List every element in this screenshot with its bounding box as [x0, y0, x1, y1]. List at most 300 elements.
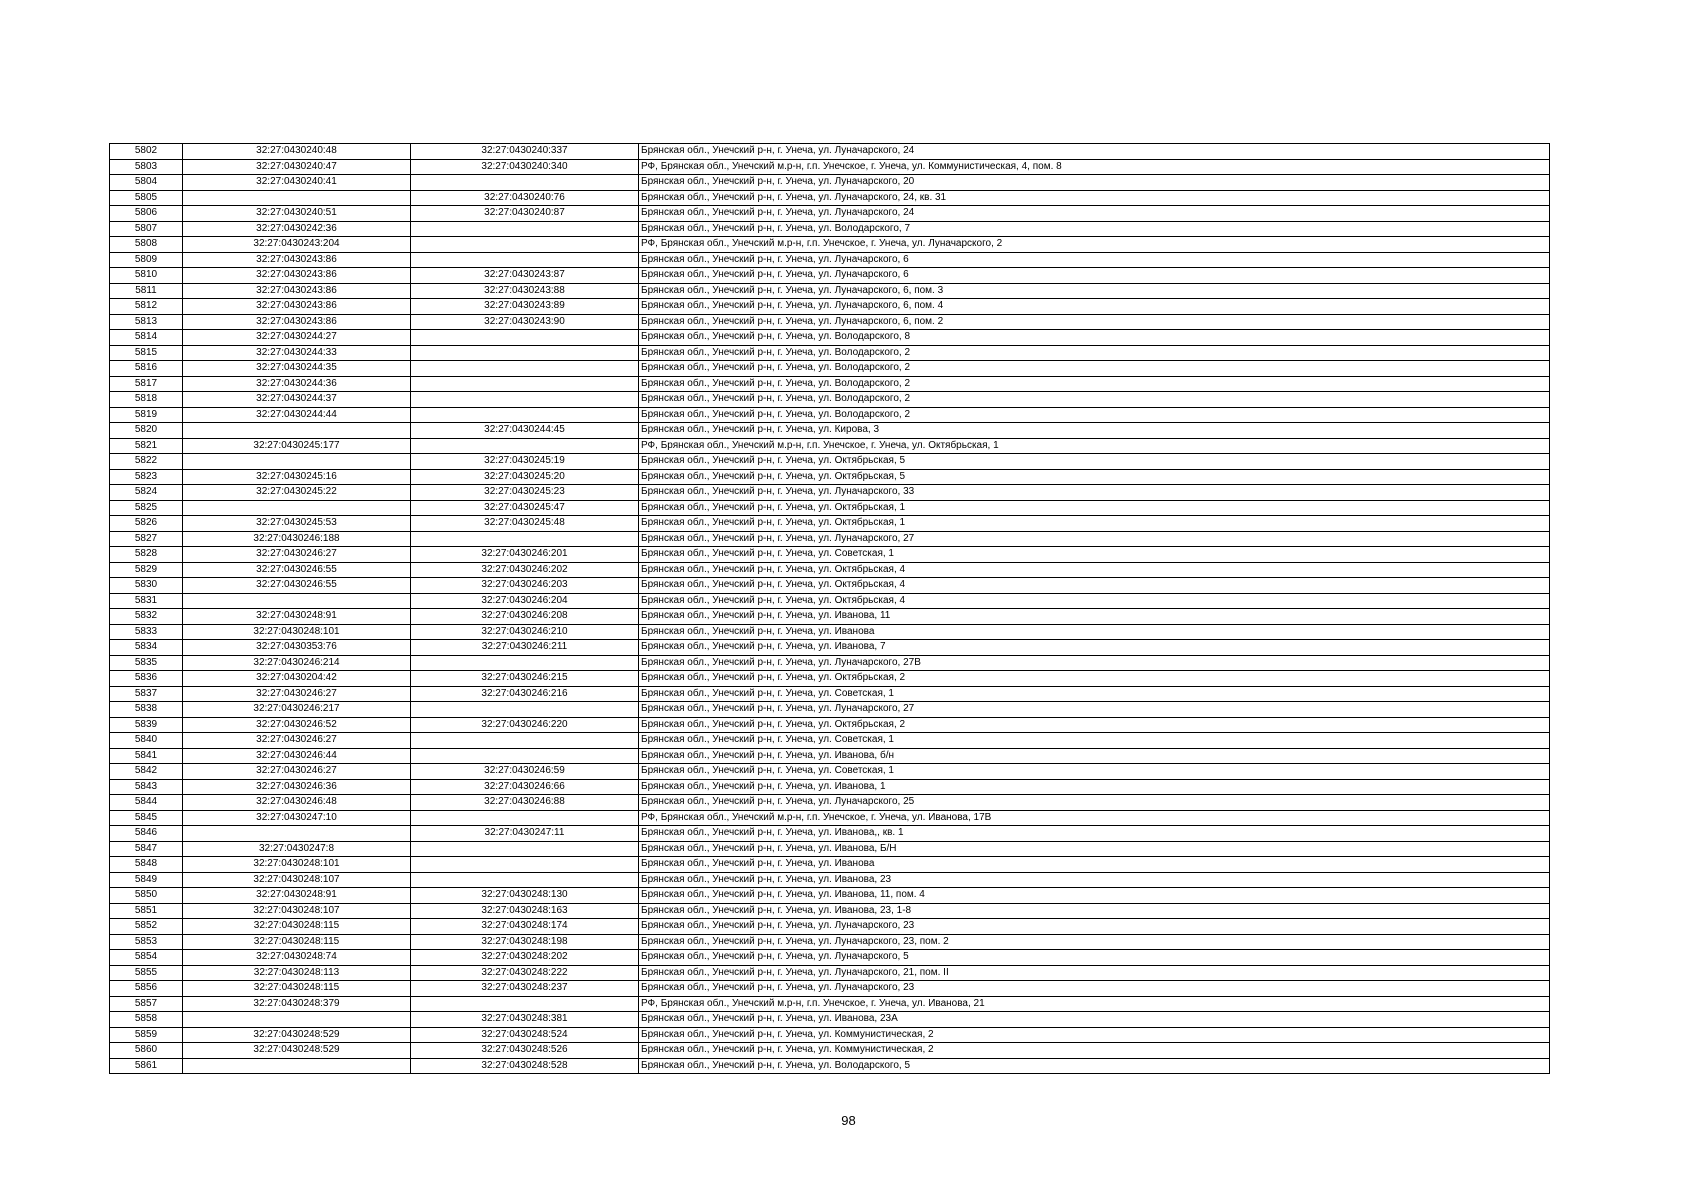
address-cell: Брянская обл., Унечский р-н, г. Унеча, ул. Советская, 1	[639, 686, 1550, 702]
table-row	[110, 686, 1550, 702]
table-row	[110, 345, 1550, 361]
table-row	[110, 826, 1550, 842]
address-cell: Брянская обл., Унечский р-н, г. Унеча, ул. Октябрьская, 2	[639, 717, 1550, 733]
row-number-cell: 5820	[110, 423, 183, 439]
page-number: 98	[841, 1113, 856, 1128]
address-cell: Брянская обл., Унечский р-н, г. Унеча, ул. Володарского, 8	[639, 330, 1550, 346]
object-cadastral-number-cell: 32:27:0430243:90	[411, 314, 639, 330]
table-row	[110, 206, 1550, 222]
address-cell: Брянская обл., Унечский р-н, г. Унеча, ул. Луначарского, 24, кв. 31	[639, 190, 1550, 206]
table-row	[110, 299, 1550, 315]
row-number-cell: 5815	[110, 345, 183, 361]
object-cadastral-number-cell: 32:27:0430244:45	[411, 423, 639, 439]
row-number-cell: 5829	[110, 562, 183, 578]
table-row	[110, 934, 1550, 950]
row-number-cell: 5856	[110, 981, 183, 997]
cadastral-number-cell: 32:27:0430246:27	[183, 547, 411, 563]
cadastral-number-cell: 32:27:0430243:86	[183, 252, 411, 268]
object-cadastral-number-cell: 32:27:0430246:59	[411, 764, 639, 780]
object-cadastral-number-cell: 32:27:0430240:337	[411, 144, 639, 160]
table-row	[110, 221, 1550, 237]
object-cadastral-number-cell	[411, 392, 639, 408]
table-row	[110, 392, 1550, 408]
table-row	[110, 872, 1550, 888]
row-number-cell: 5852	[110, 919, 183, 935]
table-row	[110, 965, 1550, 981]
cadastral-number-cell	[183, 454, 411, 470]
row-number-cell: 5857	[110, 996, 183, 1012]
object-cadastral-number-cell: 32:27:0430246:216	[411, 686, 639, 702]
table-row	[110, 237, 1550, 253]
cadastral-number-cell: 32:27:0430248:113	[183, 965, 411, 981]
row-number-cell: 5832	[110, 609, 183, 625]
table-row	[110, 624, 1550, 640]
table-row	[110, 655, 1550, 671]
table-row	[110, 671, 1550, 687]
object-cadastral-number-cell: 32:27:0430246:201	[411, 547, 639, 563]
cadastral-number-cell: 32:27:0430240:48	[183, 144, 411, 160]
object-cadastral-number-cell: 32:27:0430240:87	[411, 206, 639, 222]
table-row	[110, 1043, 1550, 1059]
row-number-cell: 5816	[110, 361, 183, 377]
address-cell: Брянская обл., Унечский р-н, г. Унеча, ул. Кирова, 3	[639, 423, 1550, 439]
row-number-cell: 5830	[110, 578, 183, 594]
row-number-cell: 5848	[110, 857, 183, 873]
row-number-cell: 5826	[110, 516, 183, 532]
address-cell: Брянская обл., Унечский р-н, г. Унеча, ул. Луначарского, 6	[639, 252, 1550, 268]
row-number-cell: 5805	[110, 190, 183, 206]
table-row	[110, 593, 1550, 609]
address-cell: Брянская обл., Унечский р-н, г. Унеча, ул. Советская, 1	[639, 764, 1550, 780]
cadastral-number-cell: 32:27:0430353:76	[183, 640, 411, 656]
row-number-cell: 5861	[110, 1058, 183, 1074]
address-cell: Брянская обл., Унечский р-н, г. Унеча, ул. Володарского, 2	[639, 361, 1550, 377]
table-row	[110, 438, 1550, 454]
cadastral-number-cell: 32:27:0430204:42	[183, 671, 411, 687]
address-cell: Брянская обл., Унечский р-н, г. Унеча, ул. Луначарского, 23	[639, 919, 1550, 935]
object-cadastral-number-cell: 32:27:0430246:208	[411, 609, 639, 625]
address-cell: Брянская обл., Унечский р-н, г. Унеча, ул. Луначарского, 25	[639, 795, 1550, 811]
cadastral-number-cell: 32:27:0430248:379	[183, 996, 411, 1012]
object-cadastral-number-cell	[411, 841, 639, 857]
address-cell: Брянская обл., Унечский р-н, г. Унеча, ул. Володарского, 7	[639, 221, 1550, 237]
cadastral-number-cell: 32:27:0430240:47	[183, 159, 411, 175]
cadastral-number-cell: 32:27:0430245:22	[183, 485, 411, 501]
row-number-cell: 5851	[110, 903, 183, 919]
table-row	[110, 376, 1550, 392]
row-number-cell: 5839	[110, 717, 183, 733]
table-row	[110, 547, 1550, 563]
object-cadastral-number-cell	[411, 376, 639, 392]
address-cell: Брянская обл., Унечский р-н, г. Унеча, ул. Луначарского, 21, пом. II	[639, 965, 1550, 981]
address-cell: Брянская обл., Унечский р-н, г. Унеча, ул. Луначарского, 24	[639, 206, 1550, 222]
cadastral-number-cell: 32:27:0430246:48	[183, 795, 411, 811]
row-number-cell: 5859	[110, 1027, 183, 1043]
address-cell: Брянская обл., Унечский р-н, г. Унеча, ул. Луначарского, 6, пом. 4	[639, 299, 1550, 315]
object-cadastral-number-cell	[411, 655, 639, 671]
address-cell: Брянская обл., Унечский р-н, г. Унеча, ул. Луначарского, 6, пом. 3	[639, 283, 1550, 299]
row-number-cell: 5853	[110, 934, 183, 950]
cadastral-number-cell: 32:27:0430246:55	[183, 578, 411, 594]
table-row	[110, 500, 1550, 516]
cadastral-number-cell: 32:27:0430248:91	[183, 888, 411, 904]
row-number-cell: 5838	[110, 702, 183, 718]
table-row	[110, 454, 1550, 470]
object-cadastral-number-cell: 32:27:0430243:87	[411, 268, 639, 284]
table-row	[110, 1027, 1550, 1043]
cadastral-number-cell: 32:27:0430248:74	[183, 950, 411, 966]
row-number-cell: 5814	[110, 330, 183, 346]
table-row	[110, 531, 1550, 547]
table-row	[110, 469, 1550, 485]
address-cell: Брянская обл., Унечский р-н, г. Унеча, ул. Иванова, 23А	[639, 1012, 1550, 1028]
address-cell: Брянская обл., Унечский р-н, г. Унеча, ул. Иванова, 11, пом. 4	[639, 888, 1550, 904]
cadastral-number-cell: 32:27:0430243:86	[183, 283, 411, 299]
cadastral-number-cell	[183, 1012, 411, 1028]
table-row	[110, 407, 1550, 423]
address-cell: Брянская обл., Унечский р-н, г. Унеча, ул. Володарского, 2	[639, 392, 1550, 408]
table-row	[110, 717, 1550, 733]
row-number-cell: 5811	[110, 283, 183, 299]
row-number-cell: 5808	[110, 237, 183, 253]
table-row	[110, 1058, 1550, 1074]
table-row	[110, 919, 1550, 935]
address-cell: Брянская обл., Унечский р-н, г. Унеча, ул. Октябрьская, 1	[639, 516, 1550, 532]
row-number-cell: 5818	[110, 392, 183, 408]
row-number-cell: 5850	[110, 888, 183, 904]
object-cadastral-number-cell: 32:27:0430246:220	[411, 717, 639, 733]
address-cell: Брянская обл., Унечский р-н, г. Унеча, ул. Октябрьская, 4	[639, 562, 1550, 578]
cadastral-number-cell: 32:27:0430246:27	[183, 733, 411, 749]
address-cell: Брянская обл., Унечский р-н, г. Унеча, ул. Иванова, б/н	[639, 748, 1550, 764]
address-cell: Брянская обл., Унечский р-н, г. Унеча, ул. Коммунистическая, 2	[639, 1027, 1550, 1043]
cadastral-number-cell: 32:27:0430244:35	[183, 361, 411, 377]
table-row	[110, 981, 1550, 997]
table-row	[110, 764, 1550, 780]
cadastral-number-cell: 32:27:0430246:36	[183, 779, 411, 795]
object-cadastral-number-cell	[411, 252, 639, 268]
cadastral-number-cell: 32:27:0430240:51	[183, 206, 411, 222]
table-row	[110, 314, 1550, 330]
cadastral-number-cell: 32:27:0430248:529	[183, 1027, 411, 1043]
row-number-cell: 5842	[110, 764, 183, 780]
cadastral-number-cell: 32:27:0430248:91	[183, 609, 411, 625]
row-number-cell: 5854	[110, 950, 183, 966]
cadastral-number-cell: 32:27:0430244:36	[183, 376, 411, 392]
cadastral-number-cell: 32:27:0430244:27	[183, 330, 411, 346]
row-number-cell: 5855	[110, 965, 183, 981]
table-row	[110, 175, 1550, 191]
row-number-cell: 5833	[110, 624, 183, 640]
object-cadastral-number-cell: 32:27:0430246:215	[411, 671, 639, 687]
address-cell: Брянская обл., Унечский р-н, г. Унеча, ул. Октябрьская, 4	[639, 593, 1550, 609]
cadastral-number-cell: 32:27:0430244:44	[183, 407, 411, 423]
row-number-cell: 5813	[110, 314, 183, 330]
table-row	[110, 702, 1550, 718]
address-cell: Брянская обл., Унечский р-н, г. Унеча, ул. Советская, 1	[639, 547, 1550, 563]
object-cadastral-number-cell	[411, 872, 639, 888]
row-number-cell: 5825	[110, 500, 183, 516]
object-cadastral-number-cell	[411, 438, 639, 454]
cadastral-number-cell: 32:27:0430245:16	[183, 469, 411, 485]
object-cadastral-number-cell: 32:27:0430240:76	[411, 190, 639, 206]
object-cadastral-number-cell: 32:27:0430246:203	[411, 578, 639, 594]
table-row	[110, 144, 1550, 160]
cadastral-number-cell	[183, 500, 411, 516]
table-row	[110, 190, 1550, 206]
row-number-cell: 5812	[110, 299, 183, 315]
cadastral-number-cell: 32:27:0430246:217	[183, 702, 411, 718]
object-cadastral-number-cell: 32:27:0430248:202	[411, 950, 639, 966]
cadastral-number-cell: 32:27:0430246:27	[183, 686, 411, 702]
cadastral-number-cell: 32:27:0430248:115	[183, 934, 411, 950]
address-cell: Брянская обл., Унечский р-н, г. Унеча, ул. Луначарского, 27	[639, 702, 1550, 718]
object-cadastral-number-cell: 32:27:0430245:19	[411, 454, 639, 470]
cadastral-number-cell	[183, 826, 411, 842]
cadastral-number-cell	[183, 423, 411, 439]
cadastral-number-cell: 32:27:0430243:86	[183, 314, 411, 330]
address-cell: Брянская обл., Унечский р-н, г. Унеча, ул. Володарского, 2	[639, 345, 1550, 361]
object-cadastral-number-cell	[411, 237, 639, 253]
object-cadastral-number-cell: 32:27:0430246:66	[411, 779, 639, 795]
row-number-cell: 5844	[110, 795, 183, 811]
address-cell: Брянская обл., Унечский р-н, г. Унеча, ул. Октябрьская, 4	[639, 578, 1550, 594]
object-cadastral-number-cell	[411, 407, 639, 423]
table-row	[110, 857, 1550, 873]
address-cell: Брянская обл., Унечский р-н, г. Унеча, ул. Луначарского, 5	[639, 950, 1550, 966]
table-row	[110, 283, 1550, 299]
cadastral-number-cell: 32:27:0430247:10	[183, 810, 411, 826]
row-number-cell: 5807	[110, 221, 183, 237]
cadastral-number-cell: 32:27:0430246:27	[183, 764, 411, 780]
address-cell: Брянская обл., Унечский р-н, г. Унеча, ул. Володарского, 2	[639, 376, 1550, 392]
object-cadastral-number-cell	[411, 221, 639, 237]
row-number-cell: 5824	[110, 485, 183, 501]
cadastral-table	[109, 143, 1550, 1074]
row-number-cell: 5836	[110, 671, 183, 687]
object-cadastral-number-cell: 32:27:0430246:204	[411, 593, 639, 609]
cadastral-number-cell: 32:27:0430243:86	[183, 268, 411, 284]
object-cadastral-number-cell: 32:27:0430245:47	[411, 500, 639, 516]
object-cadastral-number-cell: 32:27:0430240:340	[411, 159, 639, 175]
address-cell: Брянская обл., Унечский р-н, г. Унеча, ул. Луначарского, 27	[639, 531, 1550, 547]
object-cadastral-number-cell: 32:27:0430243:88	[411, 283, 639, 299]
cadastral-number-cell: 32:27:0430247:8	[183, 841, 411, 857]
address-cell: Брянская обл., Унечский р-н, г. Унеча, ул. Иванова, Б/Н	[639, 841, 1550, 857]
row-number-cell: 5837	[110, 686, 183, 702]
object-cadastral-number-cell: 32:27:0430248:222	[411, 965, 639, 981]
object-cadastral-number-cell: 32:27:0430246:88	[411, 795, 639, 811]
row-number-cell: 5843	[110, 779, 183, 795]
table-row	[110, 562, 1550, 578]
object-cadastral-number-cell	[411, 810, 639, 826]
address-cell: РФ, Брянская обл., Унечский м.р-н, г.п. Унечское, г. Унеча, ул. Иванова, 17В	[639, 810, 1550, 826]
address-cell: Брянская обл., Унечский р-н, г. Унеча, ул. Иванова, 11	[639, 609, 1550, 625]
cadastral-number-cell	[183, 1058, 411, 1074]
table-row	[110, 640, 1550, 656]
table-row	[110, 841, 1550, 857]
cadastral-number-cell: 32:27:0430248:107	[183, 903, 411, 919]
row-number-cell: 5841	[110, 748, 183, 764]
address-cell: Брянская обл., Унечский р-н, г. Унеча, ул. Володарского, 2	[639, 407, 1550, 423]
object-cadastral-number-cell: 32:27:0430248:237	[411, 981, 639, 997]
table-row	[110, 733, 1550, 749]
table-row	[110, 888, 1550, 904]
address-cell: Брянская обл., Унечский р-н, г. Унеча, ул. Луначарского, 23, пом. 2	[639, 934, 1550, 950]
object-cadastral-number-cell	[411, 531, 639, 547]
cadastral-number-cell: 32:27:0430245:177	[183, 438, 411, 454]
address-cell: Брянская обл., Унечский р-н, г. Унеча, ул. Иванова	[639, 857, 1550, 873]
address-cell: Брянская обл., Унечский р-н, г. Унеча, ул. Иванова, 1	[639, 779, 1550, 795]
cadastral-number-cell: 32:27:0430243:204	[183, 237, 411, 253]
cadastral-number-cell: 32:27:0430243:86	[183, 299, 411, 315]
table-row	[110, 903, 1550, 919]
table-row	[110, 361, 1550, 377]
cadastral-number-cell: 32:27:0430248:115	[183, 919, 411, 935]
row-number-cell: 5823	[110, 469, 183, 485]
cadastral-number-cell: 32:27:0430248:529	[183, 1043, 411, 1059]
table-row	[110, 810, 1550, 826]
cadastral-number-cell: 32:27:0430242:36	[183, 221, 411, 237]
cadastral-number-cell	[183, 190, 411, 206]
object-cadastral-number-cell: 32:27:0430248:198	[411, 934, 639, 950]
cadastral-number-cell: 32:27:0430246:188	[183, 531, 411, 547]
table-row	[110, 252, 1550, 268]
object-cadastral-number-cell	[411, 330, 639, 346]
object-cadastral-number-cell: 32:27:0430248:528	[411, 1058, 639, 1074]
row-number-cell: 5821	[110, 438, 183, 454]
cadastral-number-cell: 32:27:0430244:37	[183, 392, 411, 408]
table-row	[110, 485, 1550, 501]
address-cell: Брянская обл., Унечский р-н, г. Унеча, ул. Октябрьская, 1	[639, 500, 1550, 516]
address-cell: РФ, Брянская обл., Унечский м.р-н, г.п. Унечское, г. Унеча, ул. Иванова, 21	[639, 996, 1550, 1012]
address-cell: Брянская обл., Унечский р-н, г. Унеча, ул. Коммунистическая, 2	[639, 1043, 1550, 1059]
object-cadastral-number-cell: 32:27:0430248:524	[411, 1027, 639, 1043]
address-cell: Брянская обл., Унечский р-н, г. Унеча, ул. Иванова, 23, 1-8	[639, 903, 1550, 919]
table-row	[110, 423, 1550, 439]
row-number-cell: 5849	[110, 872, 183, 888]
object-cadastral-number-cell: 32:27:0430248:381	[411, 1012, 639, 1028]
object-cadastral-number-cell: 32:27:0430248:174	[411, 919, 639, 935]
table-row	[110, 330, 1550, 346]
table-row	[110, 159, 1550, 175]
row-number-cell: 5840	[110, 733, 183, 749]
cadastral-number-cell: 32:27:0430244:33	[183, 345, 411, 361]
cadastral-number-cell: 32:27:0430248:107	[183, 872, 411, 888]
table-body	[110, 144, 1550, 1074]
address-cell: Брянская обл., Унечский р-н, г. Унеча, ул. Володарского, 5	[639, 1058, 1550, 1074]
row-number-cell: 5831	[110, 593, 183, 609]
cadastral-number-cell: 32:27:0430248:115	[183, 981, 411, 997]
object-cadastral-number-cell: 32:27:0430245:48	[411, 516, 639, 532]
address-cell: Брянская обл., Унечский р-н, г. Унеча, ул. Луначарского, 27В	[639, 655, 1550, 671]
object-cadastral-number-cell: 32:27:0430243:89	[411, 299, 639, 315]
table-row	[110, 748, 1550, 764]
address-cell: Брянская обл., Унечский р-н, г. Унеча, ул. Луначарского, 23	[639, 981, 1550, 997]
row-number-cell: 5828	[110, 547, 183, 563]
table-row	[110, 950, 1550, 966]
object-cadastral-number-cell: 32:27:0430247:11	[411, 826, 639, 842]
address-cell: Брянская обл., Унечский р-н, г. Унеча, ул. Иванова, 7	[639, 640, 1550, 656]
address-cell: Брянская обл., Унечский р-н, г. Унеча, ул. Октябрьская, 5	[639, 469, 1550, 485]
object-cadastral-number-cell	[411, 857, 639, 873]
object-cadastral-number-cell	[411, 175, 639, 191]
object-cadastral-number-cell: 32:27:0430248:163	[411, 903, 639, 919]
row-number-cell: 5822	[110, 454, 183, 470]
address-cell: Брянская обл., Унечский р-н, г. Унеча, ул. Иванова, 23	[639, 872, 1550, 888]
row-number-cell: 5835	[110, 655, 183, 671]
address-cell: Брянская обл., Унечский р-н, г. Унеча, ул. Иванова,, кв. 1	[639, 826, 1550, 842]
row-number-cell: 5858	[110, 1012, 183, 1028]
address-cell: РФ, Брянская обл., Унечский м.р-н, г.п. Унечское, г. Унеча, ул. Октябрьская, 1	[639, 438, 1550, 454]
row-number-cell: 5803	[110, 159, 183, 175]
row-number-cell: 5860	[110, 1043, 183, 1059]
cadastral-number-cell: 32:27:0430246:44	[183, 748, 411, 764]
address-cell: Брянская обл., Унечский р-н, г. Унеча, ул. Октябрьская, 2	[639, 671, 1550, 687]
address-cell: Брянская обл., Унечский р-н, г. Унеча, ул. Луначарского, 33	[639, 485, 1550, 501]
address-cell: Брянская обл., Унечский р-н, г. Унеча, ул. Луначарского, 6	[639, 268, 1550, 284]
object-cadastral-number-cell: 32:27:0430248:526	[411, 1043, 639, 1059]
row-number-cell: 5809	[110, 252, 183, 268]
row-number-cell: 5802	[110, 144, 183, 160]
table-row	[110, 996, 1550, 1012]
object-cadastral-number-cell: 32:27:0430245:20	[411, 469, 639, 485]
table-row	[110, 1012, 1550, 1028]
address-cell: Брянская обл., Унечский р-н, г. Унеча, ул. Луначарского, 20	[639, 175, 1550, 191]
object-cadastral-number-cell	[411, 748, 639, 764]
object-cadastral-number-cell	[411, 345, 639, 361]
address-cell: Брянская обл., Унечский р-н, г. Унеча, ул. Луначарского, 6, пом. 2	[639, 314, 1550, 330]
row-number-cell: 5834	[110, 640, 183, 656]
cadastral-number-cell: 32:27:0430248:101	[183, 624, 411, 640]
cadastral-number-cell: 32:27:0430246:55	[183, 562, 411, 578]
cadastral-number-cell: 32:27:0430245:53	[183, 516, 411, 532]
object-cadastral-number-cell: 32:27:0430246:210	[411, 624, 639, 640]
cadastral-number-cell: 32:27:0430246:214	[183, 655, 411, 671]
object-cadastral-number-cell	[411, 702, 639, 718]
address-cell: Брянская обл., Унечский р-н, г. Унеча, ул. Луначарского, 24	[639, 144, 1550, 160]
row-number-cell: 5827	[110, 531, 183, 547]
object-cadastral-number-cell: 32:27:0430246:202	[411, 562, 639, 578]
object-cadastral-number-cell	[411, 361, 639, 377]
address-cell: Брянская обл., Унечский р-н, г. Унеча, ул. Октябрьская, 5	[639, 454, 1550, 470]
address-cell: Брянская обл., Унечский р-н, г. Унеча, ул. Советская, 1	[639, 733, 1550, 749]
object-cadastral-number-cell	[411, 996, 639, 1012]
address-cell: Брянская обл., Унечский р-н, г. Унеча, ул. Иванова	[639, 624, 1550, 640]
row-number-cell: 5845	[110, 810, 183, 826]
cadastral-number-cell: 32:27:0430248:101	[183, 857, 411, 873]
object-cadastral-number-cell: 32:27:0430245:23	[411, 485, 639, 501]
cadastral-number-cell: 32:27:0430246:52	[183, 717, 411, 733]
table-row	[110, 795, 1550, 811]
row-number-cell: 5817	[110, 376, 183, 392]
table-row	[110, 578, 1550, 594]
table-row	[110, 609, 1550, 625]
object-cadastral-number-cell: 32:27:0430246:211	[411, 640, 639, 656]
row-number-cell: 5819	[110, 407, 183, 423]
row-number-cell: 5847	[110, 841, 183, 857]
row-number-cell: 5810	[110, 268, 183, 284]
cadastral-number-cell: 32:27:0430240:41	[183, 175, 411, 191]
row-number-cell: 5846	[110, 826, 183, 842]
row-number-cell: 5804	[110, 175, 183, 191]
address-cell: РФ, Брянская обл., Унечский м.р-н, г.п. Унечское, г. Унеча, ул. Коммунистическая, 4, пом. 8	[639, 159, 1550, 175]
object-cadastral-number-cell: 32:27:0430248:130	[411, 888, 639, 904]
table-row	[110, 779, 1550, 795]
table-row	[110, 268, 1550, 284]
row-number-cell: 5806	[110, 206, 183, 222]
address-cell: РФ, Брянская обл., Унечский м.р-н, г.п. Унечское, г. Унеча, ул. Луначарского, 2	[639, 237, 1550, 253]
